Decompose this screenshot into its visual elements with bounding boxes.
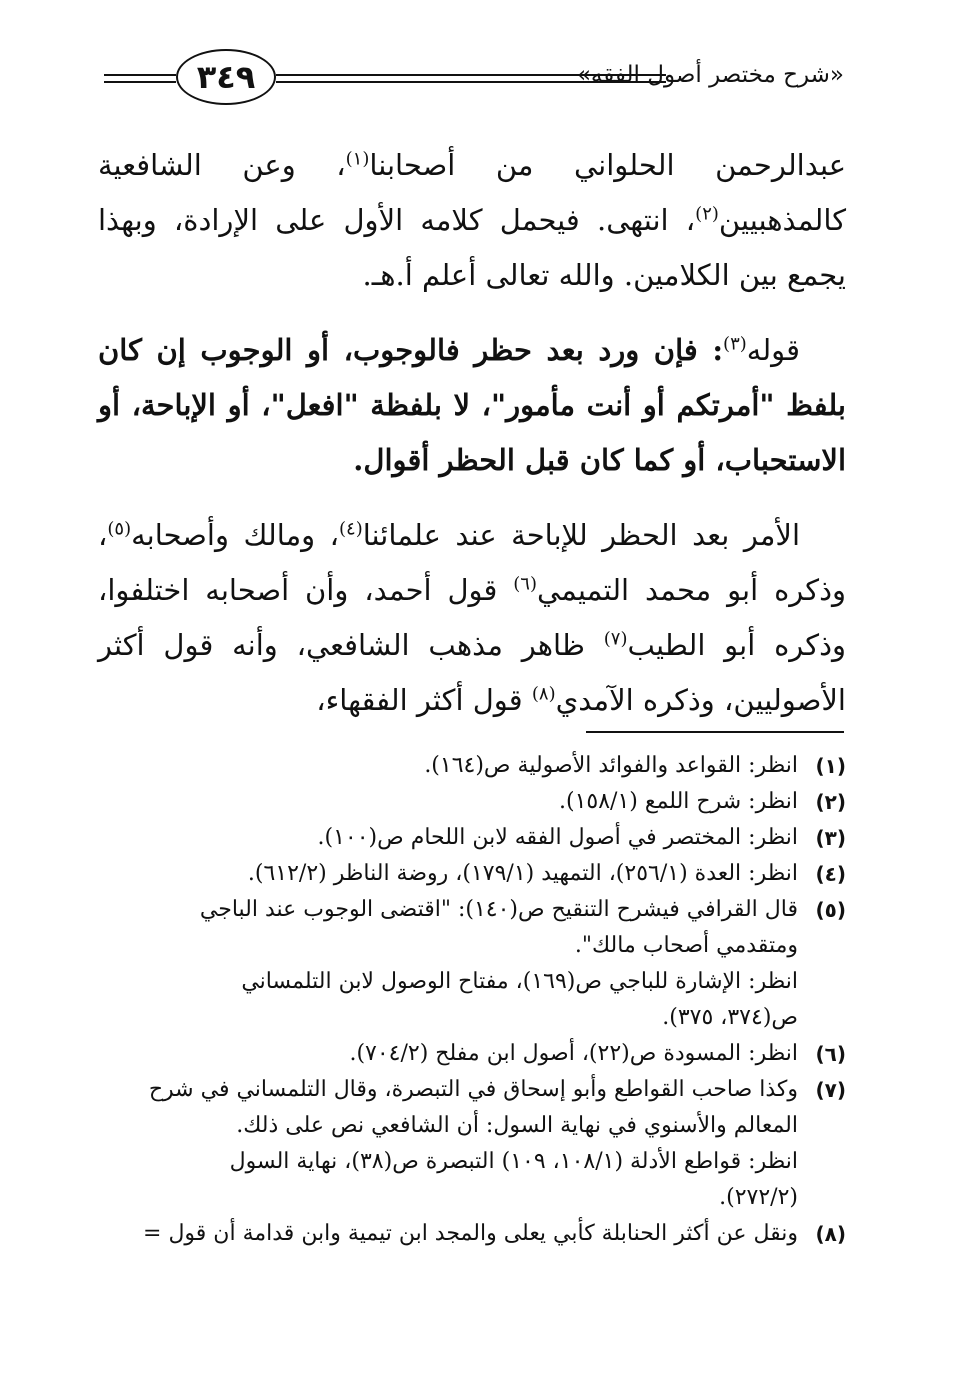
footnote-line: قال القرافي فيشرح التنقيح ص(١٤٠): "اقتضى الوجوب عند الباجي <box>199 897 798 922</box>
footnote-separator <box>586 731 844 733</box>
footnote-7 <box>80 1072 846 1216</box>
footnote-2 <box>80 784 846 820</box>
text-run: : فإن ورد بعد حظر فالوجوب، أو الوجوب إن كان بلفظ "أمرتكم أو أنت مأمور"، لا بلفظة "افعل"، أو الإباحة، أو الاستحباب، أو كما كان قبل الحظر أقوال. <box>98 333 846 477</box>
footnote-line: انظر: العدة (٢٥٦/١)، التمهيد (١٧٩/١)، روضة الناظر (٦١٢/٢). <box>247 861 798 886</box>
footnote-number: (١) <box>815 754 846 778</box>
footnote-ref[interactable]: (٥) <box>107 518 132 540</box>
text-run: قول أحمد، وأن أصحابه اختلفوا، وذكره أبو الطيب <box>98 573 847 662</box>
footnote-8 <box>80 1216 846 1252</box>
text-run: قوله <box>746 333 800 367</box>
footnote-line: انظر: المختصر في أصول الفقه لابن اللحام ص(١٠٠). <box>317 825 798 850</box>
footnote-line: المعالم والأسنوي في نهاية السول: أن الشافعي نص على ذلك. <box>236 1113 798 1138</box>
footnote-line: انظر: الإشارة للباجي ص(١٦٩)، مفتاح الوصول لابن التلمساني <box>241 969 798 994</box>
paragraph-1 <box>98 138 846 303</box>
header-rule-left <box>104 74 176 83</box>
footnote-ref[interactable]: (٦) <box>513 573 537 595</box>
body-text <box>98 138 846 728</box>
text-run: الأمر بعد الحظر للإباحة عند علمائنا <box>362 518 800 552</box>
footnote-5 <box>80 892 846 1036</box>
footnote-number: (٤) <box>815 862 846 886</box>
footnote-line: انظر: القواعد والفوائد الأصولية ص(١٦٤). <box>424 753 798 778</box>
footnote-ref[interactable]: (١) <box>345 148 370 170</box>
footnote-line: وكذا صاحب القواطع وأبو إسحاق في التبصرة، وقال التلمساني في شرح <box>148 1077 798 1102</box>
footnote-line: انظر: المسودة ص(٢٢)، أصول ابن مفلح (٧٠٤/٢). <box>349 1041 798 1066</box>
text-run: ، وذكره أبو محمد التميمي <box>98 518 846 607</box>
footnote-4 <box>80 856 846 892</box>
text-run: ، ومالك وأصحابه <box>131 518 339 552</box>
footnote-ref[interactable]: (٧) <box>603 628 628 650</box>
paragraph-3 <box>98 508 846 728</box>
text-run: قول أكثر الفقهاء، <box>316 683 532 717</box>
text-run: ظاهر مذهب الشافعي، وأنه قول أكثر الأصوليين، وذكره الآمدي <box>98 628 846 717</box>
footnote-line: ومتقدمي أصحاب مالك". <box>574 933 798 958</box>
footnote-number: (٢) <box>815 790 846 814</box>
footnote-ref[interactable]: (٨) <box>531 683 556 705</box>
book-title: «شرح مختصر أصول الفقه» <box>576 62 844 88</box>
footnote-line: ونقل عن أكثر الحنابلة كأبي يعلى والمجد ابن تيمية وابن قدامة أن قول = <box>143 1221 798 1246</box>
footnote-line: ص(٣٧٤، ٣٧٥). <box>662 1005 798 1030</box>
footnote-number: (٣) <box>815 826 846 850</box>
footnote-line: انظر: شرح اللمع (١٥٨/١). <box>559 789 798 814</box>
footnote-line: (٢٧٢/٢). <box>719 1185 798 1210</box>
footnote-ref[interactable]: (٤) <box>338 518 363 540</box>
footnote-3 <box>80 820 846 856</box>
footnote-ref[interactable]: (٣) <box>723 333 747 355</box>
footnote-line: انظر: قواطع الأدلة (١٠٨/١، ١٠٩) التبصرة ص(٣٨)، نهاية السول <box>229 1149 798 1174</box>
footnote-number: (٦) <box>815 1042 846 1066</box>
footnote-number: (٥) <box>815 898 846 922</box>
text-run: ، انتهى. فيحمل كلامه الأول على الإرادة، وبهذا يجمع بين الكلامين. والله تعالى أعلم أ.هـ. <box>98 203 846 292</box>
footnote-number: (٨) <box>815 1222 846 1246</box>
page-number: ٣٤٩ <box>176 49 276 105</box>
footnote-number: (٧) <box>815 1078 846 1102</box>
footnote-6 <box>80 1036 846 1072</box>
running-header <box>100 44 844 114</box>
text-run: ، وعن الشافعية كالمذهبيين <box>98 148 846 237</box>
footnotes <box>80 748 846 1252</box>
text-run: عبدالرحمن الحلواني من أصحابنا <box>369 148 847 182</box>
quoted-matn <box>98 323 846 488</box>
footnote-ref[interactable]: (٢) <box>695 203 719 225</box>
footnote-1 <box>80 748 846 784</box>
